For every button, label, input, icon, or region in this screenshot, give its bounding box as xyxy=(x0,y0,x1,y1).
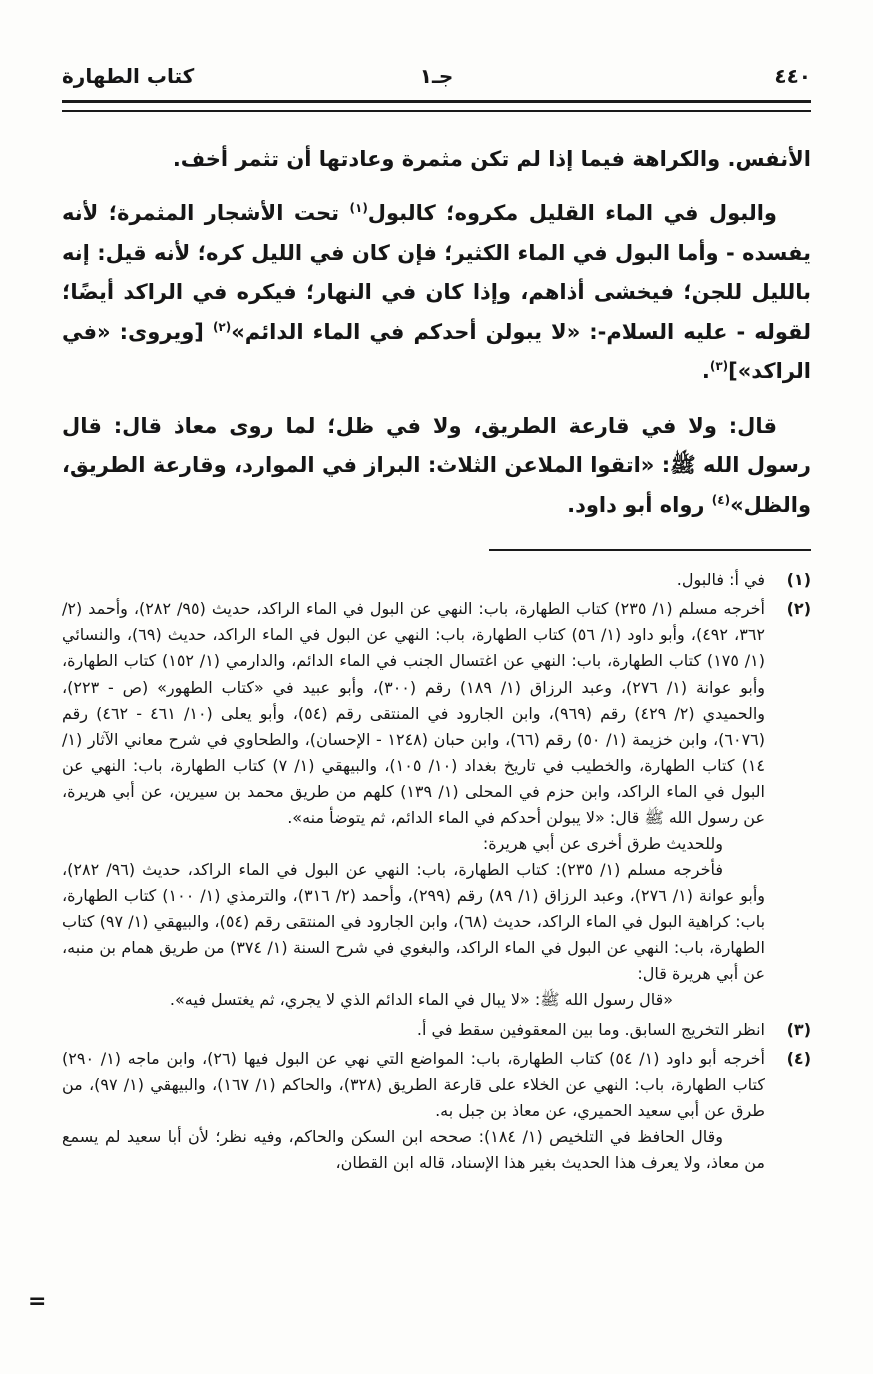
footnote xyxy=(62,596,811,1013)
body-text-run: قال: ولا في قارعة الطريق، ولا في ظل؛ لما روى معاذ قال: قال رسول الله ﷺ: «اتقوا الملاعن الثلاث: البراز في الموارد، وقارعة الطريق، والظل» xyxy=(62,413,811,517)
footnote xyxy=(62,567,811,593)
footnote-ref: (٤) xyxy=(711,492,731,507)
footnote-paragraph: انظر التخريج السابق. وما بين المعقوفين سقط في أ. xyxy=(416,1019,765,1039)
body-text-run: والبول في الماء القليل مكروه؛ كالبول xyxy=(367,201,777,226)
body-paragraph xyxy=(62,140,811,179)
body-text xyxy=(62,140,811,525)
footnote-text xyxy=(62,567,765,593)
footnote-separator xyxy=(489,549,811,551)
page-header xyxy=(62,64,811,88)
footnote-number: (٤) xyxy=(786,1048,811,1068)
footnote-paragraph: «قال رسول الله ﷺ: «لا يبال في الماء الدائم الذي لا يجري، ثم يغتسل فيه». xyxy=(169,990,673,1010)
body-paragraph xyxy=(62,194,811,391)
footnote-text xyxy=(62,596,765,1013)
body-text-run: رواه أبو داود. xyxy=(567,492,712,517)
footnote-text xyxy=(62,1017,765,1043)
page-number: ٤٤٠ xyxy=(774,64,811,88)
body-text-run: . xyxy=(701,359,710,384)
continuation-mark: = xyxy=(28,1289,47,1314)
footnote xyxy=(62,1046,811,1176)
footnote-ref: (٢) xyxy=(212,319,232,334)
body-paragraph xyxy=(62,407,811,525)
footnote-paragraph: وللحديث طرق أخرى عن أبي هريرة: xyxy=(482,834,723,853)
book-title: كتاب الطهارة xyxy=(62,64,195,88)
footnote-paragraph: أخرجه أبو داود (١/ ٥٤) كتاب الطهارة، باب: المواضع التي نهي عن البول فيها (٢٦)، وابن ماجه (١/ ٢٩٠) كتاب الطهارة، باب: النهي عن الخلاء على قارعة الطريق (٣٢٨)، والحاكم (١/ ١٦٧)، والبيهقي (١/ ٩٧)، من طرق عن أبي سعيد الحميري، عن معاذ بن جبل به. xyxy=(62,1048,765,1120)
footnote-ref: (٣) xyxy=(709,359,729,374)
footnote-paragraph: فأخرجه مسلم (١/ ٢٣٥): كتاب الطهارة، باب: النهي عن البول في الماء الراكد، حديث (٩٦/ ٢٨٢)، وأبو عوانة (١/ ٢٧٦)، وعبد الرزاق (١/ ٨٩) رقم (٢٩٩)، وأحمد (٢/ ٣١٦)، والترمذي (١/ ١٠٠) كتاب الطهارة، باب: كراهية البول في الماء الراكد، حديث (٦٨)، وابن الجارود في المنتقى رقم (٥٤)، والبيهقي (١/ ٩٧) كتاب الطهارة، باب: النهي عن البول في الماء الراكد، والبغوي في شرح السنة (١/ ٣٧٤) من طريق همام بن منبه، عن أبي هريرة قال: xyxy=(62,860,766,984)
footnote-number: (٢) xyxy=(786,599,811,619)
footnote xyxy=(62,1017,811,1043)
header-double-rule xyxy=(62,100,811,112)
footnote-ref: (١) xyxy=(349,201,368,216)
footnote-text xyxy=(62,1046,765,1176)
footnote-paragraph: وقال الحافظ في التلخيص (١/ ١٨٤): صححه ابن السكن والحاكم، وفيه نظر؛ لأن أبا سعيد لم يسمع من معاذ، ولا يعرف هذا الحديث بغير هذا الإسناد، قاله ابن القطان، xyxy=(62,1126,765,1172)
footnote-number: (٣) xyxy=(786,1019,811,1039)
footnote-paragraph: في أ: فالبول. xyxy=(676,570,765,590)
footnote-paragraph: أخرجه مسلم (١/ ٢٣٥) كتاب الطهارة، باب: النهي عن البول في الماء الراكد، حديث (٩٥/ ٢٨٢)، وأحمد (٢/ ٣٦٢، ٤٩٢)، وأبو داود (١/ ٥٦) كتاب الطهارة، باب: النهي عن البول في الماء الراكد، حديث (٦٩)، والنسائي (١/ ١٧٥) كتاب الطهارة، باب: النهي عن اغتسال الجنب في الماء الدائم، والدارمي (١/ ١٥٢) كتاب الطهارة، وأبو عوانة (١/ ٢٧٦)، وعبد الرزاق (١/ ١٨٩) رقم (٣٠٠)، وأبو عبيد في «كتاب الطهور» (ص - ٢٢٣)، والحميدي (٢/ ٤٢٩) رقم (٩٦٩)، وابن الجارود في المنتقى رقم (٥٤)، وأبو يعلى (١٠/ ٤٦١ - ٤٦٢) رقم (٦٠٧٦)، وابن خزيمة (١/ ٥٠) رقم (٦٦)، وابن حبان (١٢٤٨ - الإحسان)، والطحاوي في شرح معاني الآثار (١/ ١٤) كتاب الطهارة، والخطيب في تاريخ بغداد (١٠/ ١٠٥)، والبيهقي (١/ ٧) كتاب الطهارة، باب: النهي عن البول في الماء الراكد، وابن حزم في المحلى (١/ ١٣٩) كلهم من طريق محمد بن سيرين، عن أبي هريرة، عن رسول الله ﷺ قال: «لا يبولن أحدكم في الماء الدائم، ثم يتوضأ منه». xyxy=(62,599,766,827)
volume-label: جـ١ xyxy=(419,64,454,88)
footnotes-section xyxy=(62,567,811,1176)
body-text-run: الأنفس. والكراهة فيما إذا لم تكن مثمرة وعادتها أن تثمر أخف. xyxy=(172,147,811,171)
footnote-number: (١) xyxy=(786,570,811,590)
body-text-run: [ويروى: «في الراكد»] xyxy=(62,319,811,384)
body-text-run: تحت الأشجار المثمرة؛ لأنه يفسده - وأما البول في الماء الكثير؛ فإن كان في الليل كره؛ لأنه قيل: إنه بالليل للجن؛ فيخشى أذاهم، وإذا كان في النهار؛ فيكره في الراكد أيضًا؛ لقوله - عليه السلام-: «لا يبولن أحدكم في الماء الدائم» xyxy=(62,201,812,344)
